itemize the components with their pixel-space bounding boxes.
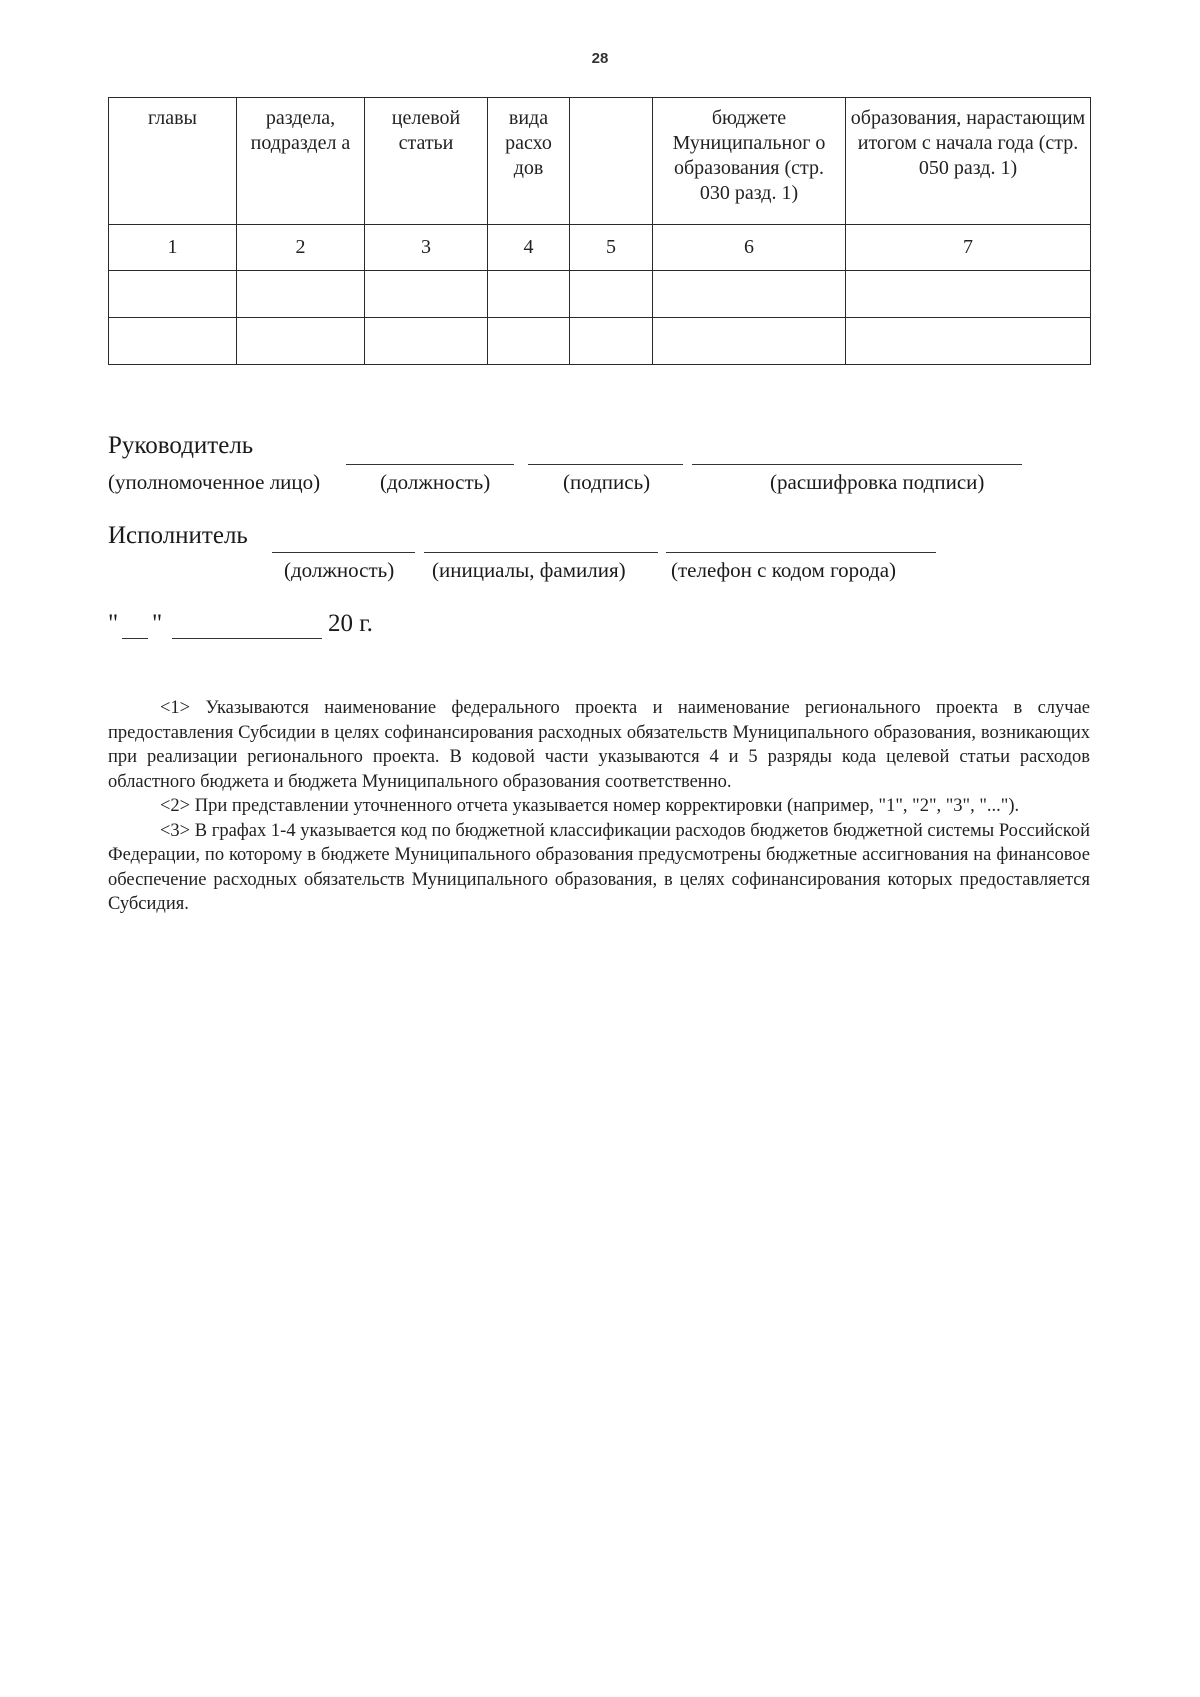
- head-decoding-caption: (расшифровка подписи): [770, 470, 985, 494]
- table-cell: [109, 318, 237, 365]
- table-cell: [488, 318, 570, 365]
- index-cell: 6: [653, 225, 846, 271]
- header-cell-cumulative-total: образования, нарастающим итогом с начала года (стр. 050 разд. 1): [846, 98, 1091, 225]
- table-cell: [237, 271, 365, 318]
- index-cell: 3: [365, 225, 488, 271]
- table-cell: [846, 318, 1091, 365]
- executor-label: Исполнитель: [108, 522, 248, 549]
- index-cell: 4: [488, 225, 570, 271]
- footnote-1: <1> Указываются наименование федерального проекта и наименование регионального проекта в случае предоставления Субсидии в целях софинансирования расходных обязательств Муниципального образования, возникающих при реализации регионального проекта. В кодовой части указываются 4 и 5 разряды кода целевой статьи расходов областного бюджета и бюджета Муниципального образования соответственно.: [108, 698, 1090, 792]
- table-cell: [365, 318, 488, 365]
- table-cell: [570, 271, 653, 318]
- table-cell: [109, 271, 237, 318]
- head-position-line: [346, 464, 514, 465]
- footnote-3: <3> В графах 1-4 указывается код по бюджетной классификации расходов бюджетов бюджетной системы Российской Федерации, по которому в бюджете Муниципального образования предусмотрены бюджетные ассигнования на финансовое обеспечение расходных обязательств Муниципального образования, в целях софинансирования которых предоставляется Субсидия.: [108, 820, 1090, 914]
- table-cell: [653, 271, 846, 318]
- index-cell: 5: [570, 225, 653, 271]
- table-row: [109, 318, 1091, 365]
- table-index-row: [109, 225, 1091, 271]
- table-cell: [653, 318, 846, 365]
- table-cell: [570, 318, 653, 365]
- footnote-2: <2> При представлении уточненного отчета указывается номер корректировки (например, "1", "2", "3", "...").: [160, 796, 1020, 816]
- executor-phone-caption: (телефон с кодом города): [671, 558, 897, 582]
- head-label: Руководитель: [108, 432, 254, 459]
- head-sub-label: (уполномоченное лицо): [108, 470, 321, 494]
- index-cell: 1: [109, 225, 237, 271]
- head-signature-caption: (подпись): [563, 470, 651, 494]
- header-cell-code: [570, 98, 653, 225]
- table-cell: [365, 271, 488, 318]
- footnotes: [108, 696, 1090, 917]
- executor-phone-line: [666, 552, 936, 553]
- date-month-line: [172, 638, 322, 639]
- table-header-row: [109, 98, 1091, 225]
- header-cell-chapter: главы: [109, 98, 237, 225]
- header-cell-municipal-budget: бюджете Муниципальног о образования (стр. 030 разд. 1): [653, 98, 846, 225]
- date-open-quote: ": [108, 610, 119, 637]
- head-signature-line: [528, 464, 683, 465]
- date-day-line: [122, 638, 148, 639]
- date-year-text: 20 г.: [328, 610, 373, 637]
- page-number: 28: [591, 50, 609, 67]
- table-cell: [846, 271, 1091, 318]
- executor-name-line: [424, 552, 658, 553]
- table-row: [109, 271, 1091, 318]
- index-cell: 7: [846, 225, 1091, 271]
- head-decoding-line: [692, 464, 1022, 465]
- executor-name-caption: (инициалы, фамилия): [432, 558, 626, 582]
- table-cell: [237, 318, 365, 365]
- head-position-caption: (должность): [380, 470, 491, 494]
- date-close-quote: ": [152, 610, 163, 637]
- header-cell-expense-type: вида расхо дов: [488, 98, 570, 225]
- table-cell: [488, 271, 570, 318]
- executor-position-line: [272, 552, 415, 553]
- executor-position-caption: (должность): [284, 558, 395, 582]
- report-table: [108, 97, 1091, 365]
- index-cell: 2: [237, 225, 365, 271]
- header-cell-target-article: целевой статьи: [365, 98, 488, 225]
- header-cell-section: раздела, подраздел а: [237, 98, 365, 225]
